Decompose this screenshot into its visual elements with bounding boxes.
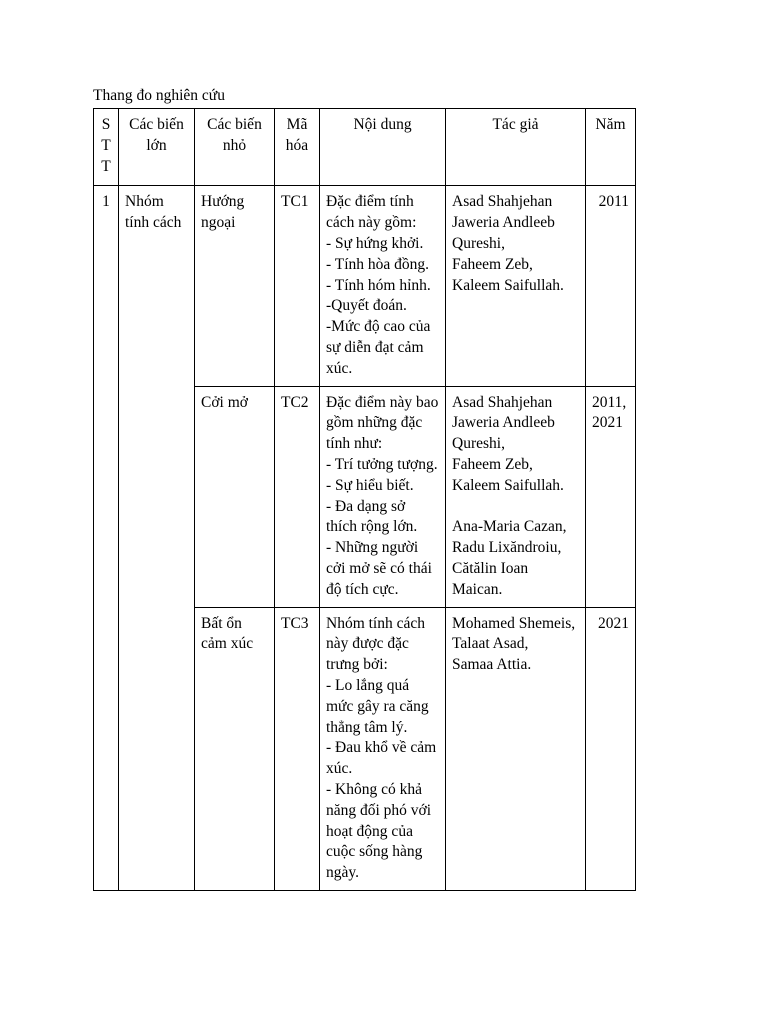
small-variable: Cởi mở bbox=[195, 386, 275, 607]
header-code: Mã hóa bbox=[275, 109, 320, 186]
header-author: Tác giả bbox=[446, 109, 586, 186]
author-line: Jaweria Andleeb Qureshi, bbox=[452, 214, 555, 252]
content-line: - Những người cởi mở sẽ có thái độ tích cực. bbox=[326, 539, 432, 598]
authors-cell bbox=[446, 386, 586, 607]
content-line: Nhóm tính cách này được đặc trưng bởi: bbox=[326, 614, 426, 674]
content-line: - Tính hòa đồng. bbox=[326, 255, 430, 273]
author-line: Kaleem Saifullah. bbox=[452, 476, 564, 494]
variable-code: TC3 bbox=[275, 607, 320, 890]
author-line: Ana-Maria Cazan, bbox=[452, 518, 567, 536]
content-line: Đặc điểm này bao gồm những đặc tính như: bbox=[326, 393, 439, 453]
content-line: - Trí tưởng tượng. bbox=[326, 455, 438, 473]
small-variable: Bất ổn cảm xúc bbox=[195, 607, 275, 890]
author-line: Talaat Asad, bbox=[452, 635, 529, 653]
table-row bbox=[94, 186, 636, 386]
group-big-variable: Nhóm tính cách bbox=[119, 186, 195, 891]
year-cell: 2021 bbox=[586, 607, 636, 890]
group-stt: 1 bbox=[94, 186, 119, 891]
author-line: Jaweria Andleeb Qureshi, bbox=[452, 414, 555, 453]
content-line: - Không có khả năng đối phó với hoạt động của cuộc sống hàng ngày. bbox=[326, 780, 432, 882]
author-line: Samaa Attia. bbox=[452, 656, 532, 674]
author-line: Kaleem Saifullah. bbox=[452, 276, 564, 294]
author-line: Faheem Zeb, bbox=[452, 255, 533, 273]
content-line: -Quyết đoán. bbox=[326, 297, 407, 315]
header-stt-letter: S bbox=[101, 116, 111, 133]
content-cell bbox=[320, 607, 446, 890]
author-line: Faheem Zeb, bbox=[452, 455, 533, 473]
content-line: - Đa dạng sở thích rộng lớn. bbox=[326, 497, 418, 536]
header-stt-letter: T bbox=[101, 157, 111, 175]
header-year: Năm bbox=[586, 109, 636, 186]
content-line: -Mức độ cao của sự diễn đạt cảm xúc. bbox=[326, 318, 431, 377]
variable-code: TC2 bbox=[275, 386, 320, 607]
research-scale-table bbox=[93, 108, 636, 891]
author-line: Asad Shahjehan bbox=[452, 193, 553, 211]
author-line: Cătălin Ioan Maican. bbox=[452, 559, 529, 598]
content-cell bbox=[320, 186, 446, 386]
author-gap bbox=[452, 497, 579, 518]
header-big-variables: Các biến lớn bbox=[119, 109, 195, 186]
variable-code: TC1 bbox=[275, 186, 320, 386]
authors-cell bbox=[446, 186, 586, 386]
header-stt bbox=[94, 109, 119, 186]
author-line: Asad Shahjehan bbox=[452, 393, 553, 411]
table-caption: Thang đo nghiên cứu bbox=[93, 87, 225, 104]
content-line: - Tính hóm hỉnh. bbox=[326, 276, 431, 294]
authors-cell bbox=[446, 607, 586, 890]
year-cell: 2011 bbox=[586, 186, 636, 386]
author-line: Radu Lixăndroiu, bbox=[452, 539, 562, 557]
header-row bbox=[94, 109, 636, 186]
header-content: Nội dung bbox=[320, 109, 446, 186]
content-line: - Sự hứng khởi. bbox=[326, 234, 424, 252]
year-cell: 2011, 2021 bbox=[586, 386, 636, 607]
header-small-variables: Các biến nhỏ bbox=[195, 109, 275, 186]
header-stt-letter: T bbox=[101, 136, 111, 154]
small-variable: Hướng ngoại bbox=[195, 186, 275, 386]
content-line: - Sự hiểu biết. bbox=[326, 476, 414, 494]
content-line: Đặc điểm tính cách này gồm: bbox=[326, 193, 417, 232]
content-line: - Lo lắng quá mức gây ra căng thẳng tâm lý. bbox=[326, 676, 429, 736]
author-line: Mohamed Shemeis, bbox=[452, 614, 576, 632]
content-cell bbox=[320, 386, 446, 607]
content-line: - Đau khổ về cảm xúc. bbox=[326, 739, 437, 778]
